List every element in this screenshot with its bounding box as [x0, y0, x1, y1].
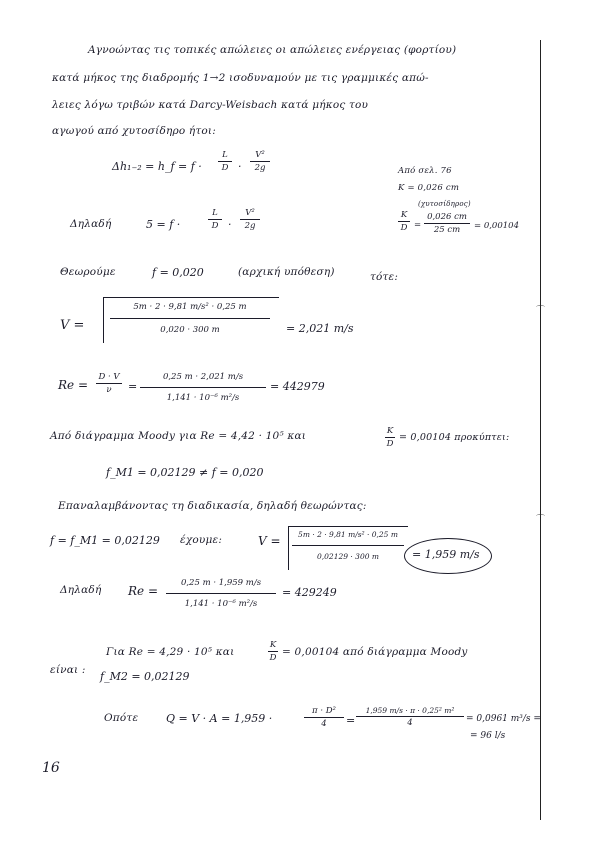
frac-numerator: 0,25 m · 2,021 m/s [162, 372, 244, 382]
moody2-tail: = 0,00104 από διάγραμμα Moody [282, 646, 468, 658]
sidenote-ref: Από σελ. 76 [398, 166, 452, 176]
frac-denominator: D [221, 163, 229, 173]
moody1-tail: = 0,00104 προκύπτει: [399, 432, 510, 443]
frac-denominator: 1,141 · 10⁻⁶ m²/s [166, 393, 240, 403]
re2-lhs: Re = [128, 584, 159, 598]
flow-result: = 0,0961 m³/s = [466, 714, 541, 724]
flow-frac-values [356, 706, 464, 728]
page-number: 16 [42, 760, 60, 776]
re1-lhs: Re = [58, 378, 89, 392]
frac-denominator: 0,02129 · 300 m [317, 552, 379, 561]
frac-denominator: D [269, 653, 277, 663]
frac-numerator: K [400, 210, 408, 220]
moody2-line1: Για Re = 4,29 · 10⁵ και [106, 646, 235, 658]
velocity-frac [110, 302, 270, 335]
re2-word: Δηλαδή [60, 584, 102, 596]
frac-numerator: V² [255, 150, 265, 160]
iter2-vlhs: V = [258, 534, 281, 548]
intro-line-2: κατά μήκος της διαδρομής 1→2 ισοδυναμούν με τις γραμμικές απώ- [52, 72, 429, 84]
fm1-text: f_M1 = 0,02129 ≠ f = 0,020 [106, 466, 264, 479]
frac-denominator: ν [106, 385, 112, 395]
frac-numerator: π · D² [312, 706, 336, 716]
margin-mark: ⌒ [536, 515, 546, 525]
dhladh-word: Δηλαδή [70, 218, 112, 230]
dhladh-frac-v2-2g [240, 208, 260, 231]
frac-denominator: D [211, 221, 219, 231]
moody2-frac-k-d [268, 640, 278, 663]
frac-denominator: 25 cm [433, 225, 461, 235]
intro-line-3: λειες λόγω τριβών κατά Darcy-Weisbach κατά μήκος του [52, 99, 369, 111]
re1-frac-dv-nu [96, 372, 122, 395]
frac-numerator: D · V [98, 372, 120, 382]
sidenote-frac-k-d [398, 210, 410, 233]
iter2-fpart: f = f_M1 = 0,02129 [50, 534, 160, 547]
repeat-text: Επαναλαμβάνοντας τη διαδικασία, δηλαδή θεωρώντας: [58, 500, 367, 512]
sidenote-eq: = [414, 220, 422, 230]
frac-numerator: 5m · 2 · 9,81 m/s² · 0,25 m [298, 530, 398, 539]
frac-numerator: L [222, 150, 228, 160]
intro-line-1: Αγνοώντας τις τοπικές απώλειες οι απώλειες ενέργειας (φορτίου) [88, 44, 457, 56]
frac-numerator: 5m · 2 · 9,81 m/s² · 0,25 m [133, 302, 247, 312]
frac-numerator: V² [245, 208, 255, 218]
sqrt-bar [103, 297, 279, 298]
iter2-result: = 1,959 m/s [412, 548, 480, 561]
assume-word: Θεωρούμε [60, 266, 116, 278]
moody1-text: Από διάγραμμα Moody για Re = 4,42 · 10⁵ και [50, 430, 307, 442]
frac-numerator: 0,026 cm [427, 212, 467, 222]
re1-frac-values [140, 372, 266, 403]
velocity-lhs: V = [60, 318, 85, 333]
sidenote-k: K = 0,026 cm [398, 183, 460, 193]
moody2-line2a: είναι : [50, 664, 86, 676]
frac-denominator: 4 [321, 719, 327, 729]
flow-word: Οπότε [104, 712, 139, 724]
frac-numerator: K [269, 640, 277, 650]
iter2-exoume: έχουμε: [180, 534, 223, 546]
assume-tote: τότε: [370, 271, 399, 283]
dhladh-frac-L-D [208, 208, 222, 231]
re1-result: = 442979 [270, 380, 325, 393]
flow-frac-area [304, 706, 344, 729]
frac-numerator: K [386, 426, 394, 436]
frac-denominator: D [386, 439, 394, 449]
frac-denominator: D [400, 223, 408, 233]
intro-line-4: αγωγού από χυτοσίδηρο ήτοι: [52, 125, 216, 137]
margin-mark: ⌒ [536, 306, 546, 316]
flow-lhs: Q = V · A = 1,959 · [166, 712, 273, 725]
dhladh-dot: · [228, 218, 232, 231]
sqrt-bar [288, 526, 408, 527]
darcy-frac-L-D [218, 150, 232, 173]
iter2-frac [292, 530, 404, 561]
dhladh-lhs: 5 = f · [146, 218, 181, 231]
darcy-frac-v2-2g [250, 150, 270, 173]
frac-numerator: L [212, 208, 218, 218]
darcy-lhs: Δh₁₋₂ = h_f = f · [112, 160, 202, 173]
frac-numerator: 0,25 m · 1,959 m/s [180, 578, 262, 588]
frac-denominator: 2g [244, 221, 256, 231]
flow-eq: = [346, 714, 356, 727]
sidenote-material: (χυτοσίδηρος) [418, 200, 471, 208]
re1-eq: = [128, 380, 138, 393]
margin-line [540, 40, 541, 820]
moody1-frac-k-d [385, 426, 395, 449]
frac-denominator: 2g [254, 163, 266, 173]
assume-eq: f = 0,020 [152, 266, 204, 279]
sidenote-result: = 0,00104 [474, 221, 519, 231]
frac-denominator: 0,020 · 300 m [160, 325, 220, 335]
sidenote-frac-values [424, 212, 470, 235]
flow-result-2: = 96 l/s [470, 731, 506, 741]
frac-denominator: 4 [407, 718, 413, 728]
re2-result: = 429249 [282, 586, 337, 599]
darcy-dot: · [238, 160, 242, 173]
frac-denominator: 1,141 · 10⁻⁶ m²/s [184, 599, 258, 609]
re2-frac [166, 578, 276, 609]
assume-note: (αρχική υπόθεση) [238, 266, 335, 278]
sqrt-sign [103, 297, 104, 343]
velocity-result: = 2,021 m/s [286, 322, 354, 335]
moody2-line2b: f_M2 = 0,02129 [100, 670, 190, 683]
sqrt-sign [288, 526, 289, 570]
frac-numerator: 1,959 m/s · π · 0,25² m² [365, 706, 455, 715]
